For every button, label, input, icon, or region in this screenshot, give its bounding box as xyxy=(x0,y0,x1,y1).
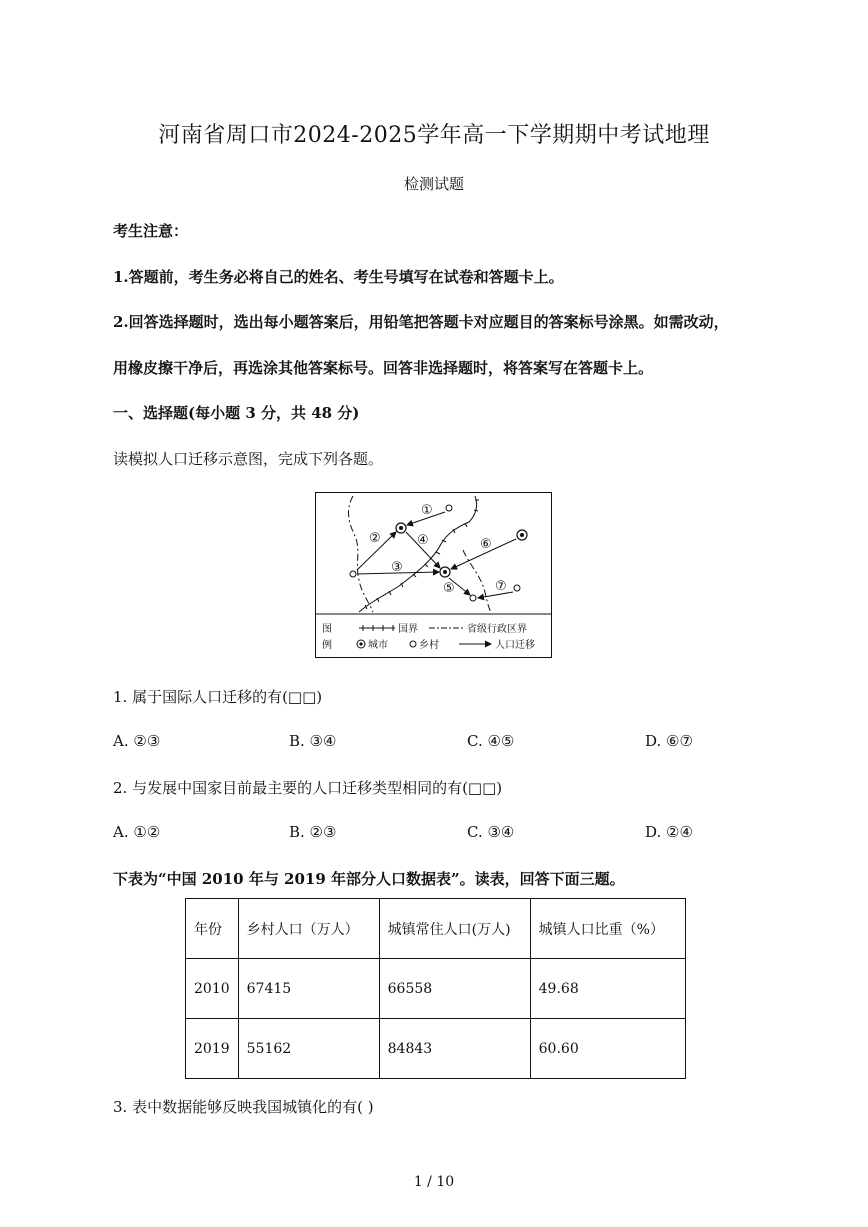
arrow-label-6: ⑥ xyxy=(480,537,492,552)
village-symbol xyxy=(470,595,476,601)
legend-border-label: 国界 xyxy=(398,624,418,635)
table-row xyxy=(186,1019,686,1079)
section-heading: 一、选择题(每小题 3 分，共 48 分) xyxy=(113,404,360,422)
city-symbol xyxy=(517,530,527,540)
question-2-stem: 2. 与发展中国家目前最主要的人口迁移类型相同的有(□□) xyxy=(113,779,503,797)
table-cell: 55162 xyxy=(238,1019,379,1079)
arrow-label-5: ⑤ xyxy=(443,581,455,596)
table-cell: 84843 xyxy=(379,1019,530,1079)
legend-migration-label: 人口迁移 xyxy=(495,640,535,651)
question-3-stem: 3. 表中数据能够反映我国城镇化的有( ) xyxy=(113,1098,374,1116)
question-2-option-d[interactable]: D. ②④ xyxy=(645,823,693,841)
table-intro: 下表为“中国 2010 年与 2019 年部分人口数据表”。读表，回答下面三题。 xyxy=(113,870,625,888)
population-table xyxy=(185,898,686,1079)
question-1-option-d[interactable]: D. ⑥⑦ xyxy=(645,732,693,750)
migration-diagram xyxy=(315,492,552,658)
notice-heading: 考生注意： xyxy=(113,222,189,240)
table-header-cell: 年份 xyxy=(186,899,239,959)
legend-village-label: 乡村 xyxy=(419,640,439,651)
question-1-stem: 1. 属于国际人口迁移的有(□□) xyxy=(113,688,323,706)
page-subtitle: 检测试题 xyxy=(403,175,464,193)
notice-item-1: 1.答题前，考生务必将自己的姓名、考生号填写在试卷和答题卡上。 xyxy=(113,268,564,286)
city-symbol xyxy=(440,567,450,577)
notice-item-2-line-2: 用橡皮擦干净后，再选涂其他答案标号。回答非选择题时，将答案写在答题卡上。 xyxy=(113,359,654,377)
table-header-cell: 城镇人口比重（%） xyxy=(530,899,685,959)
question-2-option-c[interactable]: C. ③④ xyxy=(467,823,515,841)
table-cell: 67415 xyxy=(238,959,379,1019)
section-intro: 读模拟人口迁移示意图，完成下列各题。 xyxy=(113,450,384,468)
legend-city-label: 城市 xyxy=(368,640,388,651)
arrow-label-4: ④ xyxy=(417,533,429,548)
notice-item-2-line-1: 2.回答选择题时，选出每小题答案后，用铅笔把答题卡对应题目的答案标号涂黑。如需改动， xyxy=(113,313,729,331)
table-header-cell: 乡村人口（万人） xyxy=(238,899,379,959)
legend-title-1: 图 xyxy=(322,624,332,635)
arrow-label-1: ① xyxy=(421,503,433,518)
question-2-option-a[interactable]: A. ①② xyxy=(113,823,161,841)
page-number: 1 / 10 xyxy=(413,1174,455,1190)
village-symbol xyxy=(446,505,452,511)
arrow-label-7: ⑦ xyxy=(495,579,507,594)
arrow-label-2: ② xyxy=(369,531,381,546)
question-1-option-c[interactable]: C. ④⑤ xyxy=(467,732,515,750)
city-symbol xyxy=(396,523,406,533)
migration-map-svg xyxy=(315,492,552,658)
table-cell: 2010 xyxy=(186,959,239,1019)
table-cell: 66558 xyxy=(379,959,530,1019)
question-2-option-b[interactable]: B. ②③ xyxy=(289,823,337,841)
question-1-option-a[interactable]: A. ②③ xyxy=(113,732,161,750)
table-cell: 2019 xyxy=(186,1019,239,1079)
village-symbol xyxy=(514,585,520,591)
table-cell: 49.68 xyxy=(530,959,685,1019)
legend-title-2: 例 xyxy=(322,640,332,651)
table-cell: 60.60 xyxy=(530,1019,685,1079)
village-symbol xyxy=(350,571,356,577)
question-1-option-b[interactable]: B. ③④ xyxy=(289,732,337,750)
legend-province-label: 省级行政区界 xyxy=(467,624,527,635)
arrow-label-3: ③ xyxy=(391,560,403,575)
table-header-row xyxy=(186,899,686,959)
page-title: 河南省周口市2024-2025学年高一下学期期中考试地理 xyxy=(158,123,710,148)
table-header-cell: 城镇常住人口(万人) xyxy=(379,899,530,959)
table-row xyxy=(186,959,686,1019)
